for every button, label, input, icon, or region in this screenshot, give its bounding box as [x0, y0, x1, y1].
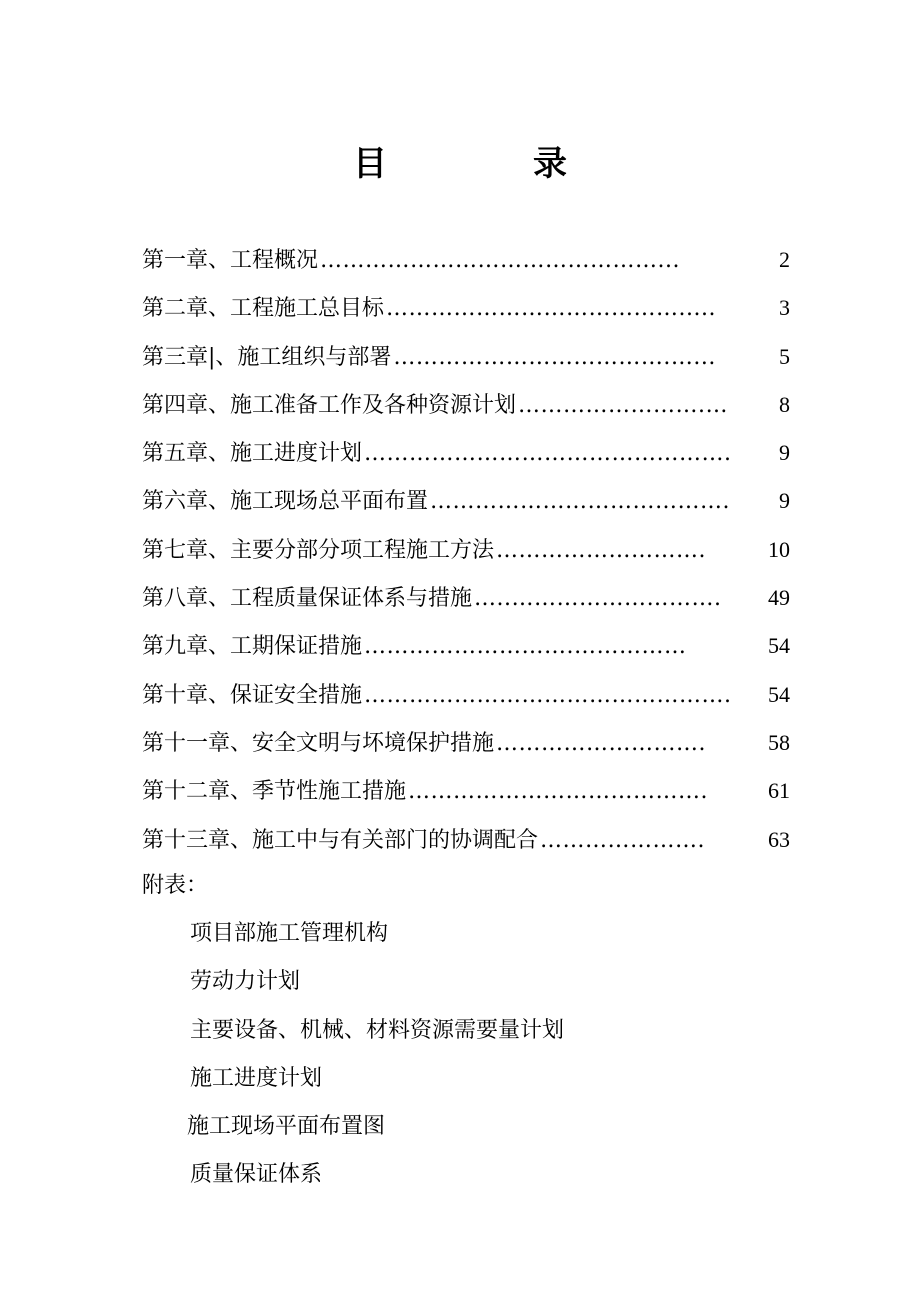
appendix-item[interactable]: 项目部施工管理机构: [190, 921, 389, 946]
toc-leader-dots: ……………………………….…...: [393, 344, 716, 370]
appendix-list: [187, 910, 565, 1200]
toc-entry-title: 第八章、工程质量保证体系与措施: [142, 586, 473, 612]
toc-entry[interactable]: [142, 236, 790, 284]
toc-entry-title: 第二章、工程施工总目标: [142, 296, 385, 322]
toc-page-number: 3: [779, 295, 790, 321]
toc-entry-title: 第十章、保证安全措施: [142, 682, 363, 708]
appendix-item[interactable]: 施工现场平面布置图: [187, 1114, 386, 1140]
toc-page-number: 9: [779, 488, 790, 514]
page-title: 目 录: [353, 144, 623, 184]
toc-leader-dots: ………………………………………...: [320, 248, 680, 273]
toc-page-number: 63: [768, 826, 790, 852]
toc-leader-dots: …..……………………….: [474, 586, 722, 612]
toc-entry-title: 第十二章、季节性施工措施: [142, 779, 407, 805]
toc-entry[interactable]: [142, 816, 790, 864]
appendix-item[interactable]: 主要设备、机械、材料资源需要量计划: [190, 1017, 565, 1043]
toc-page-number: 58: [768, 729, 790, 755]
toc-entry-title: 第七章、主要分部分项工程施工方法: [142, 537, 495, 563]
toc-entry[interactable]: [142, 719, 790, 767]
toc-page-number: 5: [779, 343, 790, 369]
toc-entry-title: 第十一章、安全文明与坏境保护措施: [142, 730, 495, 756]
toc-page-number: 2: [779, 247, 790, 272]
toc-page-number: 8: [779, 391, 790, 417]
toc-leader-dots: ……………………….: [496, 730, 707, 756]
table-of-contents: [142, 236, 790, 864]
appendix-heading: 附表：: [142, 873, 209, 898]
toc-entry-title: 第四章、施工准备工作及各种资源计划: [142, 392, 517, 418]
toc-entry-title: 第十三章、施工中与有关部门的协调配合: [142, 827, 539, 853]
toc-entry-title: 第五章、施工进度计划: [142, 441, 363, 467]
toc-page-number: 10: [768, 536, 790, 562]
toc-entry[interactable]: [142, 574, 790, 622]
toc-leader-dots: ………………………………….: [408, 779, 709, 805]
toc-page-number: 54: [768, 681, 790, 707]
toc-leader-dots: ………………………………….....: [386, 296, 716, 322]
appendix-item[interactable]: 劳动力计划: [190, 969, 301, 995]
toc-leader-dots: ………………………………….: [430, 489, 731, 515]
toc-leader-dots: ………………………………………….: [364, 441, 732, 467]
toc-leader-dots: ………………………………………….: [364, 682, 732, 708]
toc-page-number: 49: [768, 585, 790, 611]
toc-leader-dots: ………………….: [540, 827, 706, 853]
toc-entry[interactable]: [142, 767, 790, 815]
toc-leader-dots: …………………….…: [518, 392, 729, 418]
toc-entry-title: 第一章、工程概况: [142, 248, 319, 273]
appendix-item[interactable]: 施工进度计划: [190, 1065, 323, 1091]
toc-page-number: 54: [768, 633, 790, 659]
toc-entry[interactable]: [142, 526, 790, 574]
toc-entry[interactable]: [142, 622, 790, 670]
toc-entry[interactable]: [142, 477, 790, 525]
toc-entry-title: 第三章|、施工组织与部署: [142, 344, 392, 370]
toc-leader-dots: ……………………….: [496, 537, 707, 563]
toc-entry[interactable]: [142, 671, 790, 719]
toc-entry[interactable]: [142, 284, 790, 332]
toc-entry[interactable]: [142, 381, 790, 429]
toc-page-number: 61: [768, 778, 790, 804]
toc-leader-dots: ……………………….……………: [364, 634, 687, 660]
toc-entry-title: 第九章、工期保证措施: [142, 634, 363, 660]
toc-entry-title: 第六章、施工现场总平面布置: [142, 489, 429, 515]
toc-entry[interactable]: [142, 429, 790, 477]
toc-entry[interactable]: [142, 333, 790, 381]
toc-page-number: 9: [779, 440, 790, 466]
appendix-item[interactable]: 质量保证体系: [190, 1162, 323, 1188]
